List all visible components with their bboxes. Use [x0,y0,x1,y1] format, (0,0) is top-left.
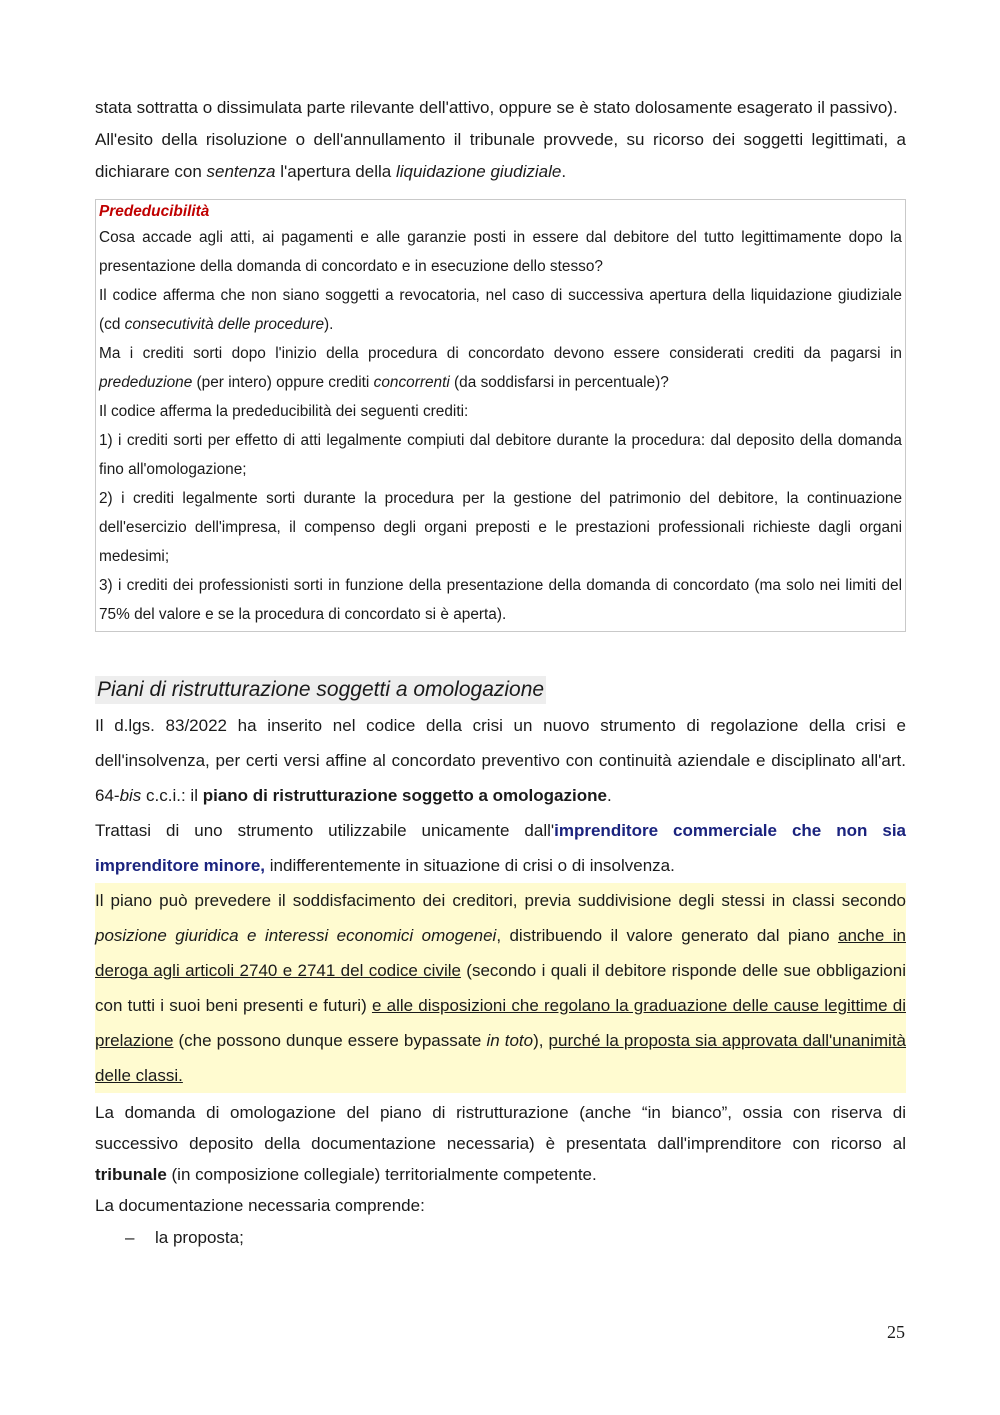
section-paragraph-3-highlighted: Il piano può prevedere il soddisfacimento dei creditori, previa suddivisione degli stessi in classi secondo posizione giuridica e interessi economici omogenei, distribuendo il valore generato dal piano anche in deroga agli articoli 2740 e 2741 del codice civile (secondo i quali il debitore risponde delle sue obbligazioni con tutti i suoi beni presenti e futuri) e alle disposizioni che regolano la graduazione delle cause legittime di prelazione (che possono dunque essere bypassate in toto), purché la proposta sia approvata dall'unanimità delle classi. [95,883,906,1093]
section-heading: Piani di ristrutturazione soggetti a omologazione [95,676,546,704]
list-item [125,1221,906,1255]
box-list-item-1: 1) i crediti sorti per effetto di atti legalmente compiuti dal debitore durante la procedura: dal deposito della domanda fino all'omologazione; [99,432,902,478]
box-list-item-3: 3) i crediti dei professionisti sorti in funzione della presentazione della domanda di concordato (ma solo nei limiti del 75% del valore e se la procedura di concordato si è aperta). [99,577,902,623]
intro-paragraph-1: stata sottratta o dissimulata parte rilevante dell'attivo, oppure se è stato dolosamente esagerato il passivo). [95,98,898,117]
section-paragraph-2: Trattasi di uno strumento utilizzabile unicamente dall'imprenditore commerciale che non sia imprenditore minore, indifferentemente in situazione di crisi o di insolvenza. [95,821,906,875]
dash-bullet: – [125,1228,135,1247]
document-page [95,92,906,1255]
box-answer-2: Il codice afferma la prededucibilità dei seguenti crediti: [99,403,469,420]
box-list-item-2: 2) i crediti legalmente sorti durante la procedura per la gestione del patrimonio del debitore, la continuazione dell'esercizio dell'impresa, il compenso degli organi preposti e le prestazioni professionali richieste dagli organi medesimi; [99,490,902,565]
section-paragraph-1: Il d.lgs. 83/2022 ha inserito nel codice della crisi un nuovo strumento di regolazione della crisi e dell'insolvenza, per certi versi affine al concordato preventivo con continuità aziendale e disciplinato all'art. 64-bis c.c.i.: il piano di ristrutturazione soggetto a omologazione. [95,716,906,805]
section-paragraph-4: La domanda di omologazione del piano di ristrutturazione (anche “in bianco”, ossia con riserva di successivo deposito della documentazione necessaria) è presentata dall'imprenditore con ricorso al tribunale (in composizione collegiale) territorialmente competente. [95,1103,906,1184]
list-item-text: la proposta; [155,1228,244,1247]
intro-paragraph-2: All'esito della risoluzione o dell'annullamento il tribunale provvede, su ricorso dei soggetti legittimati, a dichiarare con sentenza l'apertura della liquidazione giudiziale. [95,130,906,181]
box-question-1: Cosa accade agli atti, ai pagamenti e alle garanzie posti in essere dal debitore del tutto legittimamente dopo la presentazione della domanda di concordato e in esecuzione dello stesso? [99,229,902,275]
box-question-2: Ma i crediti sorti dopo l'inizio della procedura di concordato devono essere considerati crediti da pagarsi in prededuzione (per intero) oppure crediti concorrenti (da soddisfarsi in percentuale)? [99,345,902,391]
box-answer-1: Il codice afferma che non siano soggetti a revocatoria, nel caso di successiva apertura della liquidazione giudiziale (cd consecutività delle procedure). [99,287,902,333]
prededucibilita-box [95,199,906,632]
section-paragraph-5: La documentazione necessaria comprende: [95,1196,425,1215]
page-number: 25 [887,1322,905,1342]
box-title: Prededucibilità [99,203,210,220]
